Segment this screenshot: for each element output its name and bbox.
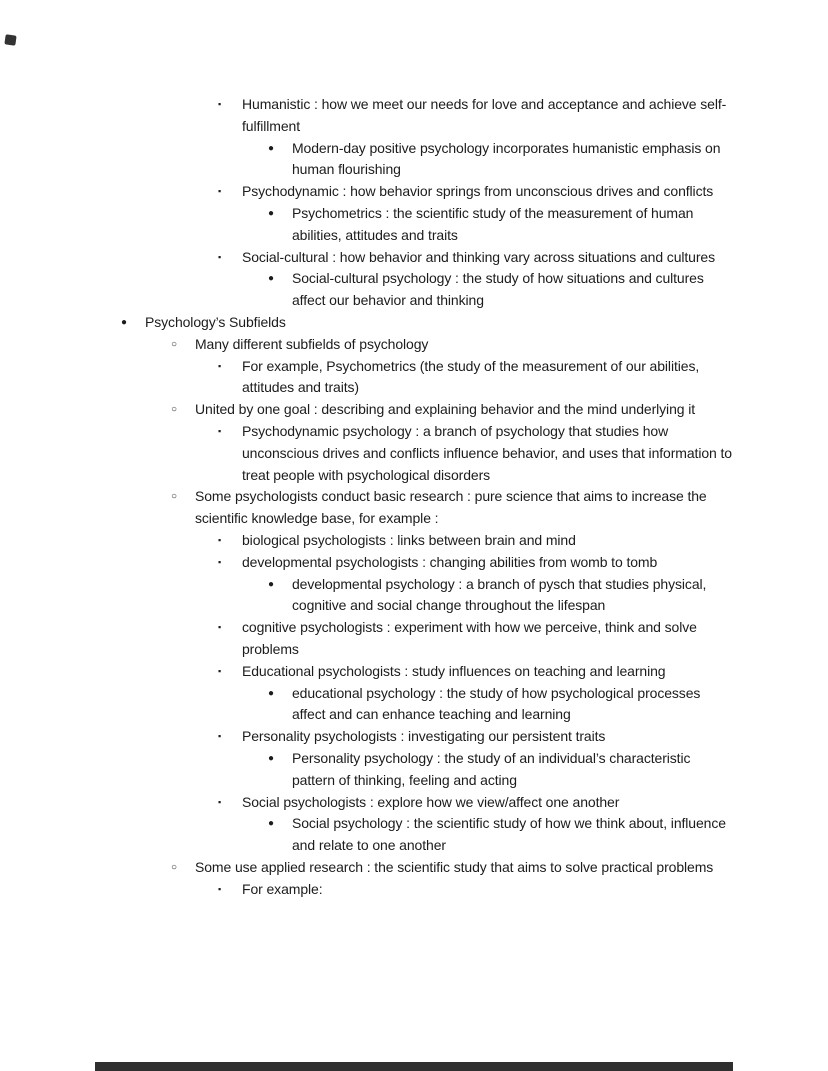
bullet-disc-icon: ● <box>268 273 274 285</box>
list-item <box>171 399 735 421</box>
list-item-text: Social-cultural psychology : the study of how situations and cultures affect our behavior and thinking <box>292 270 704 309</box>
bullet-square-icon: ▪ <box>218 622 222 633</box>
list-item-text: Psychometrics : the scientific study of the measurement of human abilities, attitudes and traits <box>292 204 694 243</box>
list-item <box>268 203 735 247</box>
bullet-square-icon: ▪ <box>218 665 222 676</box>
list-item <box>268 138 735 182</box>
list-item <box>171 486 735 530</box>
bottom-bar <box>95 1062 733 1071</box>
bullet-square-icon: ▪ <box>218 425 222 436</box>
list-item <box>218 726 735 748</box>
bullet-circle-icon: ○ <box>171 404 177 416</box>
bullet-circle-icon: ○ <box>171 338 177 350</box>
list-item <box>268 748 735 792</box>
bullet-square-icon: ▪ <box>218 251 222 262</box>
list-item-text: cognitive psychologists : experiment with how we perceive, think and solve problems <box>242 619 697 657</box>
bullet-square-icon: ▪ <box>218 186 222 197</box>
list-item <box>218 421 735 486</box>
bullet-disc-icon: ● <box>121 316 127 328</box>
bullet-disc-icon: ● <box>268 578 274 590</box>
list-item-text: For example: <box>242 880 323 897</box>
list-item <box>218 356 735 400</box>
bullet-disc-icon: ● <box>268 752 274 764</box>
list-item-text: Educational psychologists : study influences on teaching and learning <box>242 662 666 679</box>
list-item-text: Psychodynamic psychology : a branch of psychology that studies how unconscious drives and conflicts influence behavior, and uses that information to treat people with psychological disorders <box>242 422 732 483</box>
list-item-text: Some use applied research : the scientific study that aims to solve practical problems <box>195 858 714 875</box>
list-item <box>218 617 735 661</box>
list-item <box>218 247 735 269</box>
list-item <box>171 334 735 356</box>
corner-mark <box>4 34 16 45</box>
list-item <box>218 792 735 814</box>
list-item <box>121 312 735 334</box>
list-item-text: biological psychologists : links between brain and mind <box>242 531 576 548</box>
list-item-text: educational psychology : the study of how psychological processes affect and can enhance teaching and learning <box>292 684 701 723</box>
bullet-circle-icon: ○ <box>171 491 177 503</box>
bullet-circle-icon: ○ <box>171 861 177 873</box>
list-item-text: Many different subfields of psychology <box>195 335 429 352</box>
list-item-text: Social psychologists : explore how we view/affect one another <box>242 793 620 810</box>
bullet-disc-icon: ● <box>268 207 274 219</box>
bullet-square-icon: ▪ <box>218 796 222 807</box>
bullet-square-icon: ▪ <box>218 731 222 742</box>
bullet-disc-icon: ● <box>268 818 274 830</box>
list-item <box>171 857 735 879</box>
list-item <box>268 574 735 618</box>
bullet-square-icon: ▪ <box>218 883 222 894</box>
list-item-text: Social psychology : the scientific study of how we think about, influence and relate to one another <box>292 815 726 854</box>
list-item-text: Social-cultural : how behavior and thinking vary across situations and cultures <box>242 248 716 265</box>
list-item <box>268 683 735 727</box>
list-item-text: Humanistic : how we meet our needs for love and acceptance and achieve self-fulfillment <box>242 96 727 134</box>
list-item <box>218 181 735 203</box>
list-item <box>218 552 735 574</box>
list-item-text: Personality psychology : the study of an individual’s characteristic pattern of thinking, feeling and acting <box>292 749 691 788</box>
outline <box>0 94 735 900</box>
list-item-text: Some psychologists conduct basic research : pure science that aims to increase the scientific knowledge base, for example : <box>195 488 707 527</box>
list-item-text: United by one goal : describing and explaining behavior and the mind underlying it <box>195 401 696 418</box>
list-item-text: developmental psychologists : changing abilities from womb to tomb <box>242 553 658 570</box>
list-item-text: developmental psychology : a branch of pysch that studies physical, cognitive and social change throughout the lifespan <box>292 575 707 614</box>
list-item-text: Psychodynamic : how behavior springs from unconscious drives and conflicts <box>242 183 714 200</box>
list-item <box>268 268 735 312</box>
list-item <box>218 94 735 138</box>
bullet-square-icon: ▪ <box>218 556 222 567</box>
list-item-text: Modern-day positive psychology incorporates humanistic emphasis on human flourishing <box>292 139 721 178</box>
bullet-square-icon: ▪ <box>218 99 222 109</box>
list-item <box>218 530 735 552</box>
list-item <box>218 661 735 683</box>
list-item <box>268 813 735 857</box>
list-item <box>218 879 735 901</box>
bullet-disc-icon: ● <box>268 142 274 154</box>
list-item-text: For example, Psychometrics (the study of the measurement of our abilities, attitudes and traits) <box>242 357 700 396</box>
bullet-disc-icon: ● <box>268 687 274 699</box>
bullet-square-icon: ▪ <box>218 360 222 371</box>
list-item-text: Psychology’s Subfields <box>145 313 286 330</box>
list-item-text: Personality psychologists : investigating our persistent traits <box>242 728 606 745</box>
bullet-square-icon: ▪ <box>218 534 222 545</box>
